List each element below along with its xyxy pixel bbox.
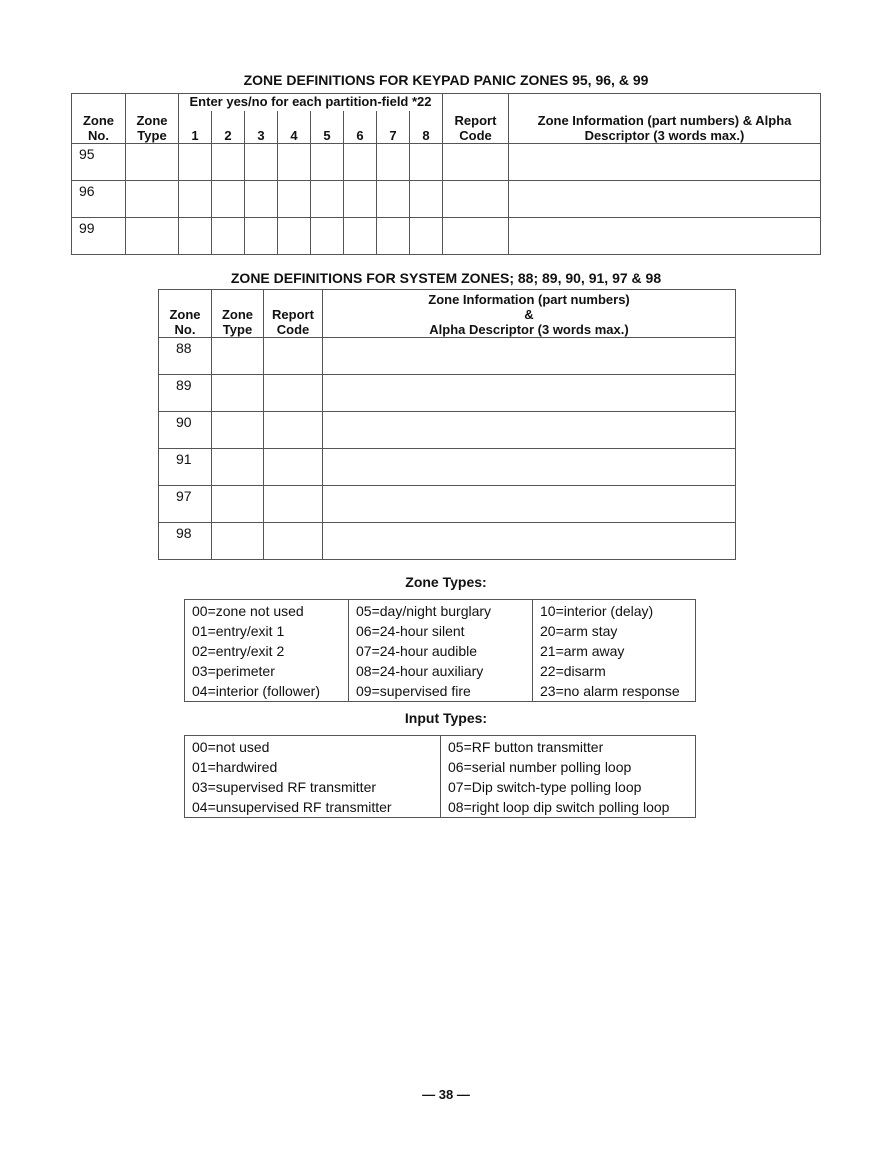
zone-number-cell: 96: [72, 181, 126, 218]
zone-info-input-cell[interactable]: [509, 144, 821, 181]
zone-number-cell: 89: [159, 375, 212, 412]
page-number: — 38 —: [422, 1087, 470, 1102]
partition-8-input-cell[interactable]: [410, 181, 443, 218]
system-zones-title: ZONE DEFINITIONS FOR SYSTEM ZONES; 88; 89, 90, 91, 97 & 98: [230, 270, 662, 286]
table-row: [72, 181, 821, 218]
header-zone-no: Zone No.: [72, 94, 126, 144]
legend-item: 05=RF button transmitter: [441, 736, 696, 758]
report-code-input-cell[interactable]: [264, 523, 323, 560]
legend-item: 01=hardwired: [185, 757, 441, 777]
legend-item: 20=arm stay: [533, 621, 696, 641]
legend-item: 10=interior (delay): [533, 600, 696, 622]
header-zone-info: [323, 290, 736, 338]
zone-number-cell: 91: [159, 449, 212, 486]
zone-info-input-cell[interactable]: [509, 181, 821, 218]
zone-number-cell: 95: [72, 144, 126, 181]
table-row: [159, 449, 736, 486]
input-types-legend: [184, 735, 696, 818]
partition-7-input-cell[interactable]: [377, 218, 410, 255]
partition-3-input-cell[interactable]: [245, 218, 278, 255]
table-row: [159, 486, 736, 523]
table-row: [159, 338, 736, 375]
legend-row: [185, 600, 696, 622]
header-partition-7: 7: [377, 111, 410, 143]
legend-item: 06=24-hour silent: [349, 621, 533, 641]
report-code-input-cell[interactable]: [264, 338, 323, 375]
header-zone-type: Zone Type: [126, 94, 179, 144]
header-partition-2: 2: [212, 111, 245, 143]
legend-row: [185, 757, 696, 777]
legend-item: 02=entry/exit 2: [185, 641, 349, 661]
report-code-input-cell[interactable]: [264, 375, 323, 412]
partition-4-input-cell[interactable]: [278, 181, 311, 218]
report-code-input-cell[interactable]: [443, 218, 509, 255]
legend-item: 09=supervised fire: [349, 681, 533, 702]
partition-2-input-cell[interactable]: [212, 144, 245, 181]
zone-type-input-cell[interactable]: [212, 523, 264, 560]
partition-2-input-cell[interactable]: [212, 181, 245, 218]
partition-3-input-cell[interactable]: [245, 181, 278, 218]
report-code-input-cell[interactable]: [443, 144, 509, 181]
report-code-input-cell[interactable]: [443, 181, 509, 218]
header-zone-info-line1: Zone Information (part numbers): [428, 292, 630, 307]
partition-8-input-cell[interactable]: [410, 144, 443, 181]
partition-1-input-cell[interactable]: [179, 218, 212, 255]
panic-zones-title: ZONE DEFINITIONS FOR KEYPAD PANIC ZONES 95, 96, & 99: [243, 72, 649, 88]
zone-type-input-cell[interactable]: [126, 144, 179, 181]
partition-7-input-cell[interactable]: [377, 144, 410, 181]
table-row: [159, 412, 736, 449]
partition-5-input-cell[interactable]: [311, 181, 344, 218]
zone-info-input-cell[interactable]: [509, 218, 821, 255]
partition-5-input-cell[interactable]: [311, 218, 344, 255]
report-code-input-cell[interactable]: [264, 486, 323, 523]
table-row: [159, 523, 736, 560]
report-code-input-cell[interactable]: [264, 412, 323, 449]
zone-type-input-cell[interactable]: [212, 449, 264, 486]
legend-item: 03=perimeter: [185, 661, 349, 681]
zone-types-title: Zone Types:: [405, 574, 487, 590]
header-partition-8: 8: [410, 111, 443, 143]
zone-type-input-cell[interactable]: [126, 181, 179, 218]
partition-8-input-cell[interactable]: [410, 218, 443, 255]
zone-type-input-cell[interactable]: [212, 486, 264, 523]
zone-info-input-cell[interactable]: [323, 412, 736, 449]
header-partition-6: 6: [344, 111, 377, 143]
legend-row: [185, 641, 696, 661]
partition-2-input-cell[interactable]: [212, 218, 245, 255]
legend-item: 08=right loop dip switch polling loop: [441, 797, 696, 818]
header-zone-type: Zone Type: [212, 290, 264, 338]
zone-number-cell: 90: [159, 412, 212, 449]
header-zone-info-line2: &: [524, 307, 534, 322]
zone-number-cell: 97: [159, 486, 212, 523]
legend-row: [185, 736, 696, 758]
table-row: [159, 375, 736, 412]
legend-item: 21=arm away: [533, 641, 696, 661]
partition-1-input-cell[interactable]: [179, 144, 212, 181]
zone-number-cell: 99: [72, 218, 126, 255]
partition-4-input-cell[interactable]: [278, 218, 311, 255]
legend-row: [185, 797, 696, 818]
legend-row: [185, 777, 696, 797]
partition-4-input-cell[interactable]: [278, 144, 311, 181]
header-partition-5: 5: [311, 111, 344, 143]
zone-info-input-cell[interactable]: [323, 486, 736, 523]
legend-item: 07=Dip switch-type polling loop: [441, 777, 696, 797]
header-zone-no: Zone No.: [159, 290, 212, 338]
legend-item: 22=disarm: [533, 661, 696, 681]
zone-number-cell: 88: [159, 338, 212, 375]
header-zone-info: Zone Information (part numbers) & Alpha Descriptor (3 words max.): [509, 94, 821, 144]
partition-1-input-cell[interactable]: [179, 181, 212, 218]
legend-item: 07=24-hour audible: [349, 641, 533, 661]
zone-info-input-cell[interactable]: [323, 523, 736, 560]
table-row: [72, 144, 821, 181]
header-report-code: Report Code: [443, 94, 509, 144]
zone-number-cell: 98: [159, 523, 212, 560]
legend-item: 01=entry/exit 1: [185, 621, 349, 641]
system-zones-table: [158, 289, 736, 560]
partition-6-input-cell[interactable]: [344, 144, 377, 181]
legend-item: 04=unsupervised RF transmitter: [185, 797, 441, 818]
zone-type-input-cell[interactable]: [126, 218, 179, 255]
partition-6-input-cell[interactable]: [344, 181, 377, 218]
zone-info-input-cell[interactable]: [323, 375, 736, 412]
legend-item: 04=interior (follower): [185, 681, 349, 702]
zone-types-legend: [184, 599, 696, 702]
zone-info-input-cell[interactable]: [323, 449, 736, 486]
input-types-title: Input Types:: [404, 710, 488, 726]
report-code-input-cell[interactable]: [264, 449, 323, 486]
partition-3-input-cell[interactable]: [245, 144, 278, 181]
legend-item: 06=serial number polling loop: [441, 757, 696, 777]
legend-item: 00=zone not used: [185, 600, 349, 622]
legend-item: 03=supervised RF transmitter: [185, 777, 441, 797]
legend-item: 00=not used: [185, 736, 441, 758]
header-report-code: Report Code: [264, 290, 323, 338]
zone-info-input-cell[interactable]: [323, 338, 736, 375]
zone-type-input-cell[interactable]: [212, 338, 264, 375]
header-zone-info-line3: Alpha Descriptor (3 words max.): [429, 322, 629, 337]
zone-type-input-cell[interactable]: [212, 375, 264, 412]
header-partition-1: 1: [179, 111, 212, 143]
partition-6-input-cell[interactable]: [344, 218, 377, 255]
legend-item: 05=day/night burglary: [349, 600, 533, 622]
legend-item: 08=24-hour auxiliary: [349, 661, 533, 681]
partition-7-input-cell[interactable]: [377, 181, 410, 218]
header-partition-instruction: Enter yes/no for each partition-field *22: [179, 94, 443, 112]
legend-item: 23=no alarm response: [533, 681, 696, 702]
legend-row: [185, 621, 696, 641]
header-partition-3: 3: [245, 111, 278, 143]
table-row: [72, 218, 821, 255]
zone-type-input-cell[interactable]: [212, 412, 264, 449]
legend-row: [185, 661, 696, 681]
panic-zones-table: [71, 93, 821, 255]
legend-row: [185, 681, 696, 702]
partition-5-input-cell[interactable]: [311, 144, 344, 181]
header-partition-4: 4: [278, 111, 311, 143]
